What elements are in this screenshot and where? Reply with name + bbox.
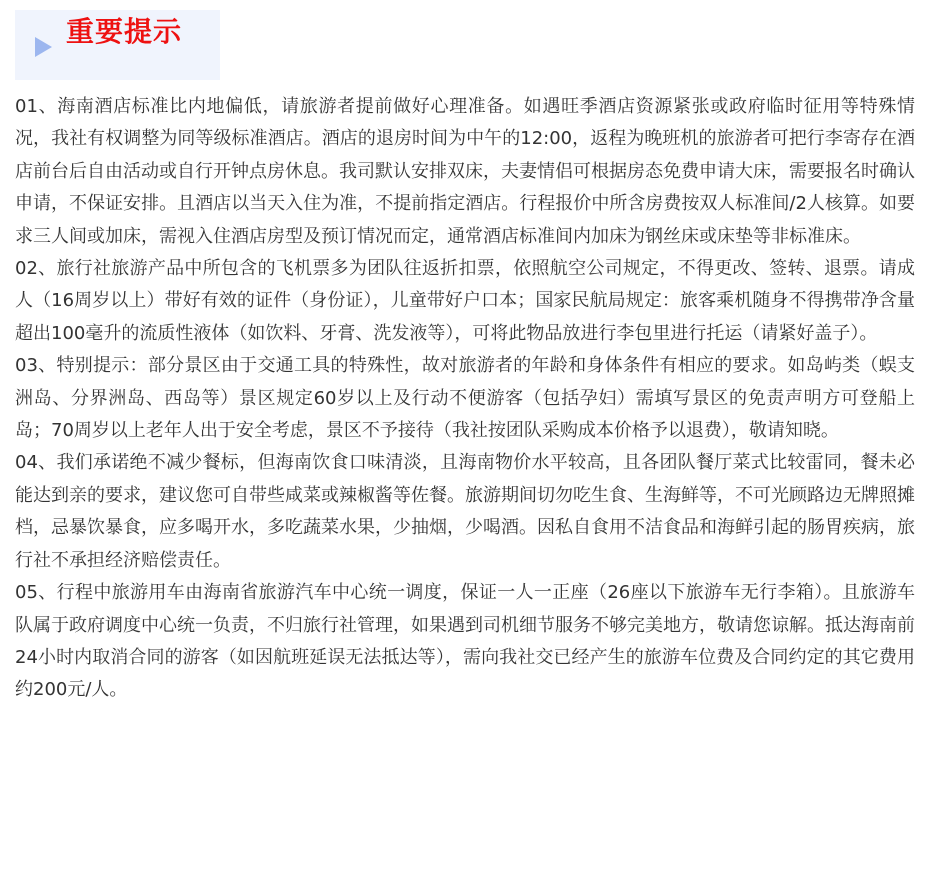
notice-list: [15, 91, 915, 707]
notice-flight: 02、旅行社旅游产品中所包含的飞机票多为团队往返折扣票，依照航空公司规定，不得更改、签转、退票。请成人（16周岁以上）带好有效的证件（身份证），儿童带好户口本；国家民航局规定：旅客乘机随身不得携带净含量超出100毫升的流质性液体（如饮料、牙膏、洗发液等），可将此物品放进行李包里进行托运（请紧好盖子）。: [15, 258, 915, 344]
notice-scenic: 03、特别提示：部分景区由于交通工具的特殊性，故对旅游者的年龄和身体条件有相应的要求。如岛屿类（蜈支洲岛、分界洲岛、西岛等）景区规定60岁以上及行动不便游客（包括孕妇）需填写景区的免责声明方可登船上岛；70周岁以上老年人出于安全考虑，景区不予接待（我社按团队采购成本价格予以退费），敬请知晓。: [15, 355, 915, 442]
notice-vehicle: 05、行程中旅游用车由海南省旅游汽车中心统一调度，保证一人一正座（26座以下旅游车无行李箱）。且旅游车队属于政府调度中心统一负责，不归旅行社管理，如果遇到司机细节服务不够完美地方，敬请您谅解。抵达海南前24小时内取消合同的游客（如因航班延误无法抵达等），需向我社交已经产生的旅游车位费及合同约定的其它费用约200元/人。: [15, 582, 915, 701]
notice-hotel: 01、海南酒店标准比内地偏低，请旅游者提前做好心理准备。如遇旺季酒店资源紧张或政府临时征用等特殊情况，我社有权调整为同等级标准酒店。酒店的退房时间为中午的12:00，返程为晚班机的旅游者可把行李寄存在酒店前台后自由活动或自行开钟点房休息。我司默认安排双床，夫妻情侣可根据房态免费申请大床，需要报名时确认申请，不保证安排。且酒店以当天入住为准，不提前指定酒店。行程报价中所含房费按双人标准间/2人核算。如要求三人间或加床，需视入住酒店房型及预订情况而定，通常酒店标准间内加床为钢丝床或床垫等非标准床。: [15, 96, 915, 247]
section-title: 重要提示: [66, 15, 183, 48]
triangle-right-icon: [35, 37, 52, 57]
section-header: [15, 10, 220, 80]
notice-meals: 04、我们承诺绝不减少餐标，但海南饮食口味清淡，且海南物价水平较高，且各团队餐厅菜式比较雷同，餐未必能达到亲的要求，建议您可自带些咸菜或辣椒酱等佐餐。旅游期间切勿吃生食、生海鲜等，不可光顾路边无牌照摊档，忌暴饮暴食，应多喝开水，多吃蔬菜水果，少抽烟，少喝酒。因私自食用不洁食品和海鲜引起的肠胃疾病，旅行社不承担经济赔偿责任。: [15, 452, 915, 571]
